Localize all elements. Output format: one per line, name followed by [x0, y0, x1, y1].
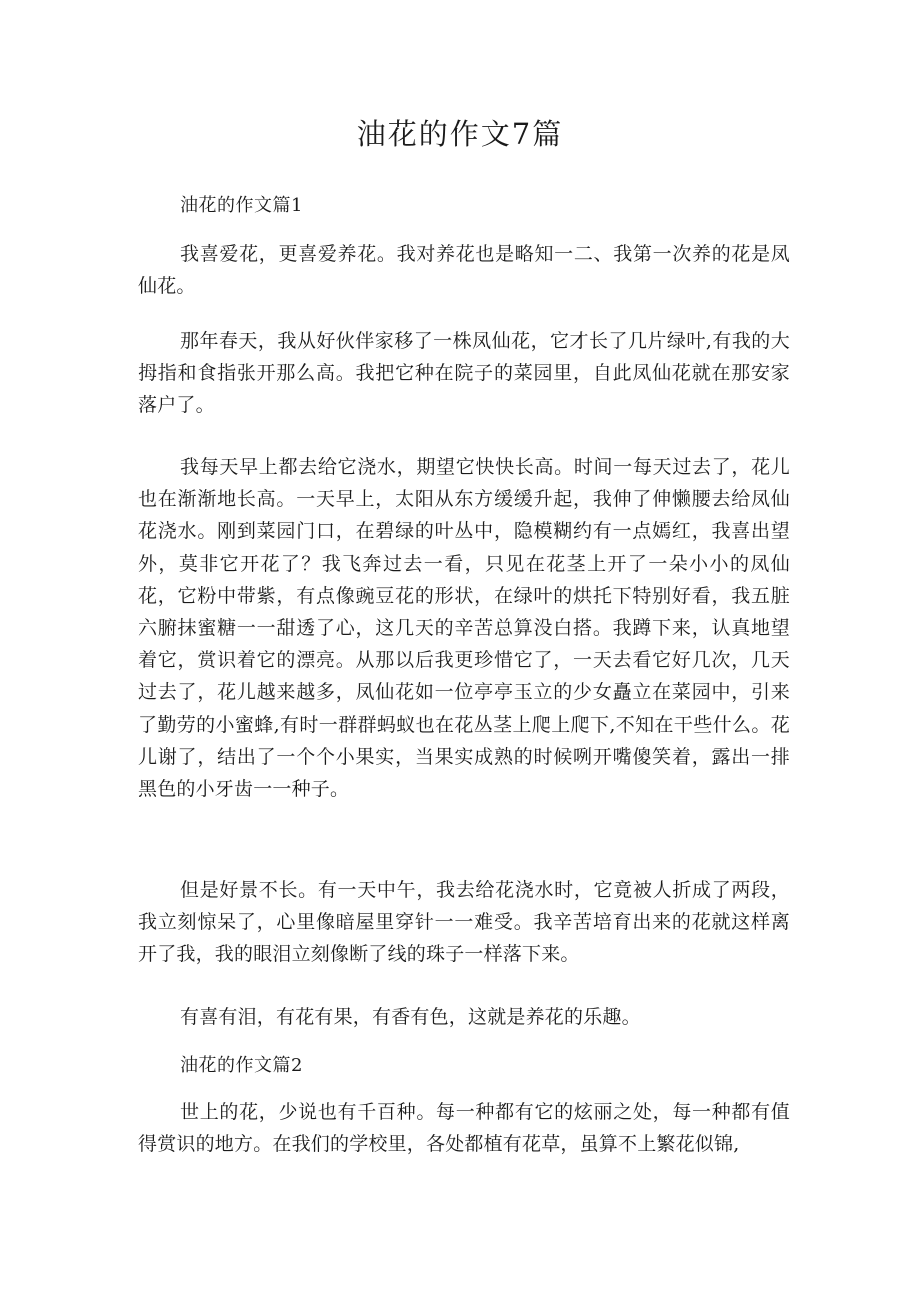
section-heading-1: 油花的作文篇1	[180, 195, 303, 216]
section-1-paragraph-4: 但是好景不长。有一天中午，我去给花浇水时，它竟被人折成了两段，我立刻惊呆了，心里像暗屋里穿针一一难受。我辛苦培育出来的花就这样离开了我，我的眼泪立刻像断了线的珠子一样落下来。	[138, 879, 790, 966]
section-1-paragraph-1: 我喜爱花，更喜爱养花。我对养花也是略知一二、我第一次养的花是凤仙花。	[138, 243, 790, 298]
section-1-paragraph-2: 那年春天，我从好伙伴家移了一株凤仙花，它才长了几片绿叶,有我的大拇指和食指张开那么高。我把它种在院子的菜园里，自此凤仙花就在那安家落户了。	[138, 330, 790, 417]
document-title: 油花的作文7篇	[356, 117, 564, 151]
section-heading-2: 油花的作文篇2	[180, 1055, 303, 1076]
section-1-paragraph-5: 有喜有泪，有花有果，有香有色，这就是养花的乐趣。	[180, 1006, 641, 1028]
section-1-paragraph-3: 我每天早上都去给它浇水，期望它快快长高。时间一每天过去了，花儿也在渐渐地长高。一天早上，太阳从东方缓缓升起，我伸了伸懒腰去给凤仙花浇水。刚到菜园门口，在碧绿的叶丛中，隐模糊约有一点嫣红，我喜出望外，莫非它开花了？我飞奔过去一看，只见在花茎上开了一朵小小的凤仙花，它粉中带紫，有点像豌豆花的形状，在绿叶的烘托下特别好看，我五脏六腑抹蜜糖一一甜透了心，这几天的辛苦总算没白搭。我蹲下来，认真地望着它，赏识着它的漂亮。从那以后我更珍惜它了，一天去看它好几次，几天过去了，花儿越来越多，凤仙花如一位亭亭玉立的少女矗立在菜园中，引来了勤劳的小蜜蜂,有时一群群蚂蚁也在花丛茎上爬上爬下,不知在干些什么。花儿谢了，结出了一个个小果实，当果实成熟的时候咧开嘴傻笑着，露出一排黑色的小牙齿一一种子。	[138, 456, 790, 801]
section-2-paragraph-1: 世上的花，少说也有千百种。每一种都有它的炫丽之处，每一种都有值得赏识的地方。在我们的学校里，各处都植有花草，虽算不上繁花似锦,	[138, 1101, 790, 1156]
